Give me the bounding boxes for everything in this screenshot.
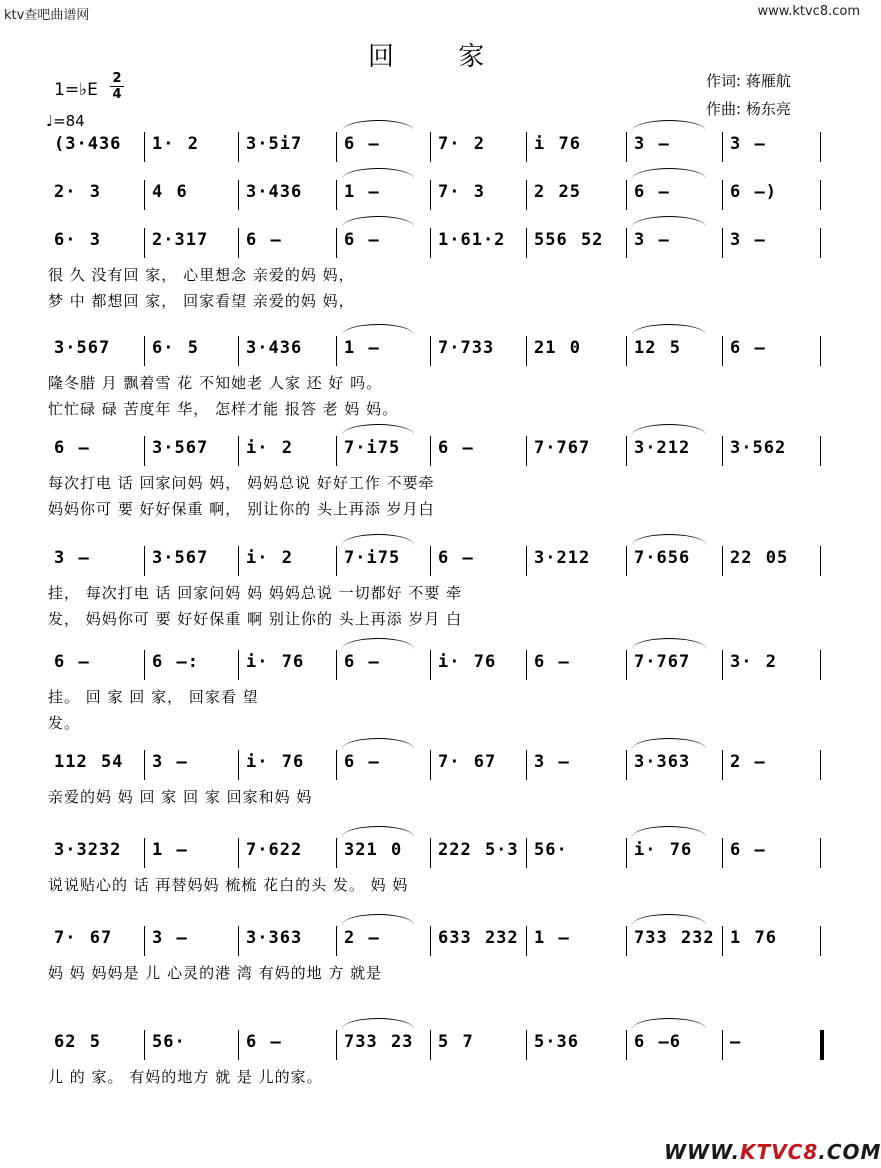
measure-notes: 3·436	[246, 182, 303, 202]
lyric-line: 亲爱的妈 妈 回 家 回 家 回家和妈 妈	[48, 788, 313, 806]
footer-logo-brand: KTVC8	[740, 1140, 819, 1164]
site-url-right: www.ktvc8.com	[757, 4, 860, 19]
measure-notes: 3·436	[246, 338, 303, 358]
slur-mark	[632, 120, 706, 131]
measure-notes: 7·767	[634, 652, 691, 672]
measure-notes: 3·3232	[54, 840, 122, 860]
barline	[144, 132, 145, 162]
barline	[626, 650, 627, 680]
barline	[336, 1030, 337, 1060]
measure-notes: i· 76	[438, 652, 497, 672]
barline	[722, 228, 723, 258]
measure-notes: 6 –	[730, 338, 766, 358]
barline	[526, 546, 527, 576]
measure-notes: 1 –	[344, 182, 380, 202]
measure-notes: 3·212	[634, 438, 691, 458]
measure-notes: 6· 5	[152, 338, 199, 358]
barline	[238, 1030, 239, 1060]
barline	[336, 546, 337, 576]
slur-mark	[342, 638, 414, 649]
measure-notes: 7·622	[246, 840, 303, 860]
barline	[144, 838, 145, 868]
measure-notes: 3·567	[54, 338, 111, 358]
footer-logo-com: .COM	[818, 1140, 881, 1164]
measure-notes: 3·212	[534, 548, 591, 568]
lyric-line: 挂， 每次打电 话 回家问妈 妈 妈妈总说 一切都好 不要 牵	[48, 584, 463, 602]
slur-mark	[342, 168, 414, 179]
measure-notes: 7·i75	[344, 548, 401, 568]
slur-mark	[342, 424, 414, 435]
barline	[144, 650, 145, 680]
measure-notes: 6 –	[438, 548, 474, 568]
barline	[526, 336, 527, 366]
measure-notes: 3 –	[534, 752, 570, 772]
barline	[430, 750, 431, 780]
barline	[626, 228, 627, 258]
measure-notes: 3 –	[152, 928, 188, 948]
measure-notes: 62 5	[54, 1032, 101, 1052]
measure-notes: 12 5	[634, 338, 681, 358]
barline	[820, 180, 821, 210]
measure-notes: 21 0	[534, 338, 581, 358]
measure-notes: 1·61·2	[438, 230, 506, 250]
lyric-line: 发， 妈妈你可 要 好好保重 啊 别让你的 头上再添 岁月 白	[48, 610, 463, 628]
slur-mark	[632, 324, 706, 335]
measure-notes: 6 –	[246, 1032, 282, 1052]
barline	[722, 1030, 723, 1060]
barline	[626, 336, 627, 366]
measure-notes: 3 –	[730, 230, 766, 250]
measure-notes: 7·733	[438, 338, 495, 358]
measure-notes: 6 –	[54, 652, 90, 672]
barline	[144, 436, 145, 466]
barline	[722, 336, 723, 366]
final-barline	[820, 1030, 824, 1060]
barline	[526, 838, 527, 868]
barline	[238, 750, 239, 780]
barline	[526, 650, 527, 680]
barline	[626, 926, 627, 956]
measure-notes: 3·363	[246, 928, 303, 948]
barline	[430, 336, 431, 366]
measure-notes: 6 –	[344, 652, 380, 672]
barline	[336, 650, 337, 680]
site-name-left: ktv查吧曲谱网	[4, 8, 90, 23]
barline	[526, 132, 527, 162]
slur-mark	[632, 638, 706, 649]
barline	[526, 180, 527, 210]
lyric-line: 儿 的 家。 有妈的地方 就 是 儿的家。	[48, 1068, 323, 1086]
barline	[430, 838, 431, 868]
barline	[238, 228, 239, 258]
measure-notes: (3·436	[54, 134, 122, 154]
barline	[430, 650, 431, 680]
lyric-line: 忙忙碌 碌 苦度年 华， 怎样才能 报答 老 妈 妈。	[48, 400, 399, 418]
barline	[144, 336, 145, 366]
barline	[430, 180, 431, 210]
measure-notes: 733 23	[344, 1032, 414, 1052]
measure-notes: 4 6	[152, 182, 188, 202]
barline	[722, 132, 723, 162]
measure-notes: 733 232	[634, 928, 715, 948]
barline	[238, 650, 239, 680]
measure-notes: 2·317	[152, 230, 209, 250]
composer-credit: 作曲: 杨东亮	[706, 100, 791, 118]
barline	[526, 1030, 527, 1060]
key-signature: 1=♭E	[54, 80, 98, 100]
lyric-line: 梦 中 都想回 家， 回家看望 亲爱的妈 妈，	[48, 292, 355, 310]
measure-notes: 3 –	[730, 134, 766, 154]
measure-notes: 7·i75	[344, 438, 401, 458]
slur-mark	[632, 914, 706, 925]
footer-logo	[664, 1140, 881, 1164]
lyric-line: 隆冬腊 月 飘着雪 花 不知她老 人家 还 好 吗。	[48, 374, 383, 392]
barline	[238, 132, 239, 162]
barline	[430, 546, 431, 576]
barline	[238, 436, 239, 466]
measure-notes: 6 –	[344, 230, 380, 250]
barline	[820, 546, 821, 576]
measure-notes: 3·5i7	[246, 134, 303, 154]
measure-notes: 7· 67	[54, 928, 113, 948]
barline	[144, 546, 145, 576]
slur-mark	[632, 1018, 706, 1029]
barline	[336, 336, 337, 366]
barline	[144, 1030, 145, 1060]
measure-notes: –	[730, 1032, 742, 1052]
measure-notes: 6 –	[54, 438, 90, 458]
slur-mark	[342, 738, 414, 749]
barline	[430, 132, 431, 162]
barline	[722, 926, 723, 956]
barline	[336, 436, 337, 466]
measure-notes: 6 –	[344, 752, 380, 772]
measure-notes: 56·	[534, 840, 568, 860]
barline	[526, 750, 527, 780]
measure-notes: 7· 3	[438, 182, 485, 202]
measure-notes: 321 0	[344, 840, 403, 860]
slur-mark	[632, 534, 706, 545]
barline	[144, 926, 145, 956]
barline	[722, 546, 723, 576]
measure-notes: 2 25	[534, 182, 581, 202]
slur-mark	[632, 826, 706, 837]
slur-mark	[632, 738, 706, 749]
slur-mark	[342, 120, 414, 131]
lyric-line: 说说贴心的 话 再替妈妈 梳梳 花白的头 发。 妈 妈	[48, 876, 409, 894]
measure-notes: i· 2	[246, 438, 293, 458]
measure-notes: 1 –	[534, 928, 570, 948]
measure-notes: 6 –)	[730, 182, 777, 202]
measure-notes: 3·567	[152, 438, 209, 458]
barline	[336, 750, 337, 780]
lyric-line: 妈 妈 妈妈是 儿 心灵的港 湾 有妈的地 方 就是	[48, 964, 383, 982]
measure-notes: 3·363	[634, 752, 691, 772]
measure-notes: 1 76	[730, 928, 777, 948]
slur-mark	[632, 424, 706, 435]
measure-notes: 3·562	[730, 438, 787, 458]
measure-notes: 2 –	[344, 928, 380, 948]
slur-mark	[632, 216, 706, 227]
barline	[722, 650, 723, 680]
tempo-marking: ♩=84	[46, 112, 85, 130]
lyric-line: 发。	[48, 714, 81, 732]
barline	[526, 926, 527, 956]
measure-notes: i· 2	[246, 548, 293, 568]
barline	[144, 750, 145, 780]
slur-mark	[342, 914, 414, 925]
measure-notes: 6 –	[534, 652, 570, 672]
slur-mark	[342, 324, 414, 335]
measure-notes: 3 –	[54, 548, 90, 568]
measure-notes: 6 –	[246, 230, 282, 250]
measure-notes: 3 –	[152, 752, 188, 772]
barline	[626, 180, 627, 210]
barline	[430, 926, 431, 956]
barline	[820, 132, 821, 162]
lyric-line: 挂。 回 家 回 家， 回家看 望	[48, 688, 259, 706]
barline	[526, 228, 527, 258]
measure-notes: 6 –	[344, 134, 380, 154]
barline	[430, 1030, 431, 1060]
measure-notes: 3·567	[152, 548, 209, 568]
barline	[144, 228, 145, 258]
barline	[336, 132, 337, 162]
barline	[722, 838, 723, 868]
barline	[722, 436, 723, 466]
barline	[722, 750, 723, 780]
barline	[526, 436, 527, 466]
barline	[336, 180, 337, 210]
barline	[430, 228, 431, 258]
lyric-line: 妈妈你可 要 好好保重 啊， 别让你的 头上再添 岁月白	[48, 500, 435, 518]
measure-notes: 2 –	[730, 752, 766, 772]
measure-notes: 7· 67	[438, 752, 497, 772]
barline	[626, 750, 627, 780]
barline	[430, 436, 431, 466]
slur-mark	[342, 534, 414, 545]
barline	[820, 838, 821, 868]
lyricist-credit: 作词: 蒋雁航	[706, 72, 791, 90]
measure-notes: i· 76	[246, 652, 305, 672]
measure-notes: 5 7	[438, 1032, 474, 1052]
measure-notes: 3 –	[634, 230, 670, 250]
measure-notes: 1· 2	[152, 134, 199, 154]
slur-mark	[342, 216, 414, 227]
footer-logo-www: WWW.	[664, 1140, 741, 1164]
measure-notes: 1 –	[344, 338, 380, 358]
barline	[626, 1030, 627, 1060]
lyric-line: 很 久 没有回 家， 心里想念 亲爱的妈 妈，	[48, 266, 355, 284]
barline	[820, 228, 821, 258]
barline	[820, 336, 821, 366]
measure-notes: 6· 3	[54, 230, 101, 250]
measure-notes: 22 05	[730, 548, 789, 568]
measure-notes: 56·	[152, 1032, 186, 1052]
measure-notes: 6 –:	[152, 652, 199, 672]
measure-notes: i· 76	[246, 752, 305, 772]
barline	[626, 838, 627, 868]
song-title: 回 家	[368, 42, 513, 72]
measure-notes: 1 –	[152, 840, 188, 860]
slur-mark	[342, 1018, 414, 1029]
barline	[336, 228, 337, 258]
measure-notes: 6 –6	[634, 1032, 681, 1052]
barline	[238, 546, 239, 576]
measure-notes: 6 –	[438, 438, 474, 458]
measure-notes: 3 –	[634, 134, 670, 154]
measure-notes: 633 232	[438, 928, 519, 948]
barline	[626, 132, 627, 162]
barline	[238, 336, 239, 366]
barline	[626, 436, 627, 466]
slur-mark	[632, 168, 706, 179]
measure-notes: 556 52	[534, 230, 604, 250]
barline	[820, 926, 821, 956]
measure-notes: 112 54	[54, 752, 124, 772]
barline	[626, 546, 627, 576]
barline	[238, 180, 239, 210]
time-signature-top: 2	[112, 71, 122, 86]
measure-notes: i· 76	[634, 840, 693, 860]
measure-notes: 7· 2	[438, 134, 485, 154]
barline	[820, 650, 821, 680]
measure-notes: 7·767	[534, 438, 591, 458]
barline	[820, 750, 821, 780]
measure-notes: 3· 2	[730, 652, 777, 672]
measure-notes: 222 5·3	[438, 840, 519, 860]
time-signature	[110, 72, 124, 101]
measure-notes: 6 –	[634, 182, 670, 202]
measure-notes: 6 –	[730, 840, 766, 860]
barline	[336, 838, 337, 868]
barline	[722, 180, 723, 210]
measure-notes: 5·36	[534, 1032, 579, 1052]
slur-mark	[342, 826, 414, 837]
measure-notes: 2· 3	[54, 182, 101, 202]
measure-notes: i 76	[534, 134, 581, 154]
barline	[820, 436, 821, 466]
time-signature-bottom: 4	[112, 87, 122, 102]
lyric-line: 每次打电 话 回家问妈 妈， 妈妈总说 好好工作 不要牵	[48, 474, 435, 492]
barline	[144, 180, 145, 210]
measure-notes: 7·656	[634, 548, 691, 568]
barline	[238, 838, 239, 868]
barline	[336, 926, 337, 956]
barline	[238, 926, 239, 956]
